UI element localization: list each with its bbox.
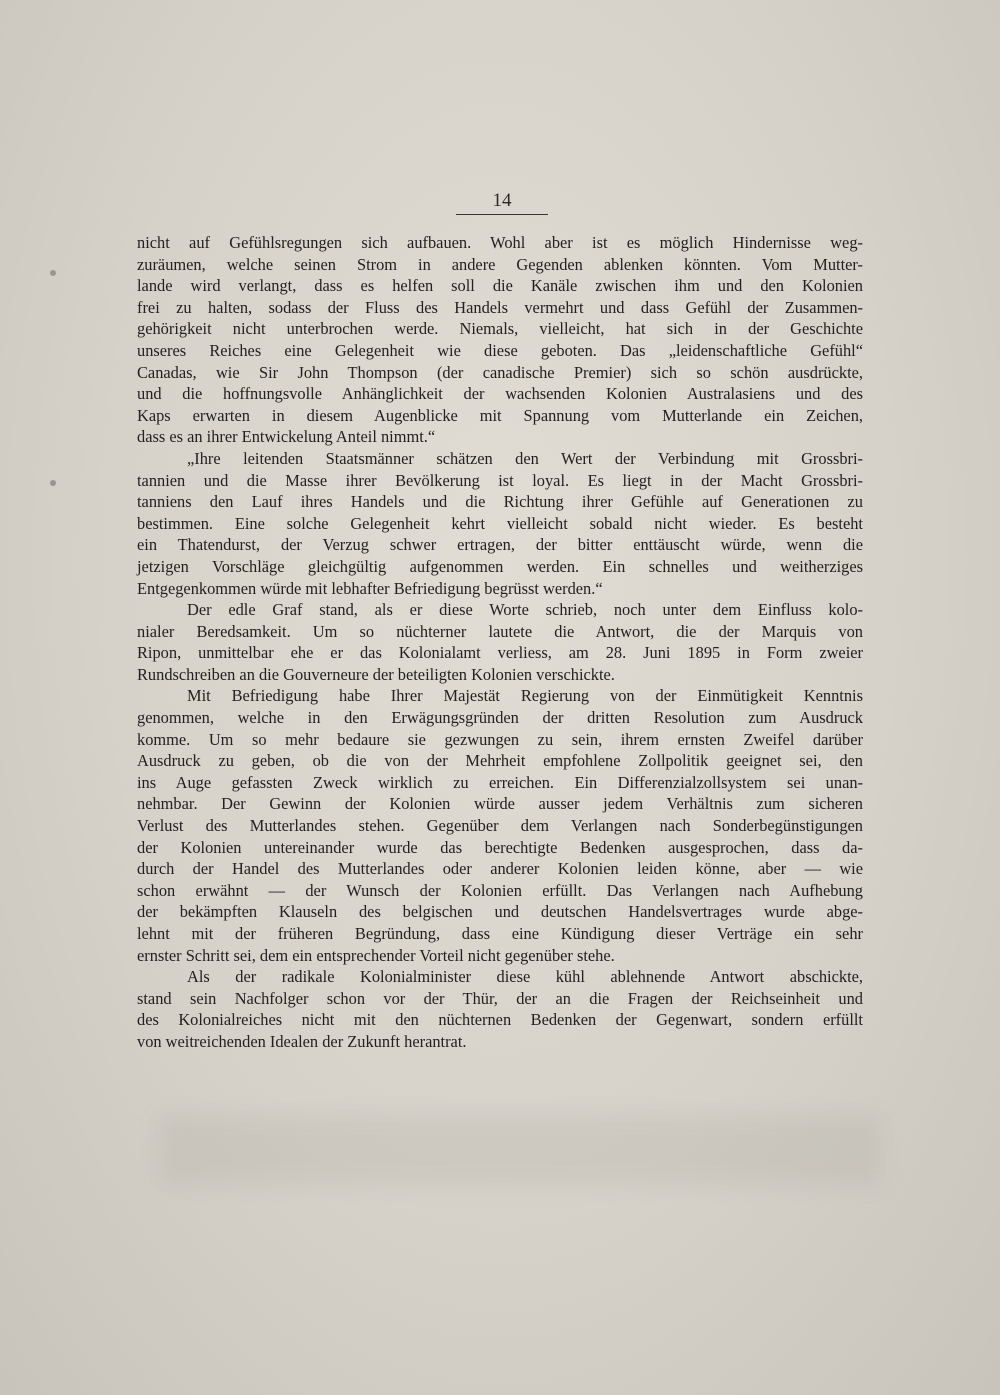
text-line: Mit Befriedigung habe Ihrer Majestät Regierung von der Einmütigkeit Kenntnis <box>187 686 863 706</box>
bleed-through-stain <box>160 1115 880 1185</box>
text-line: Canadas, wie Sir John Thompson (der canadische Premier) sich so schön ausdrückte, <box>137 362 863 382</box>
text-line: durch der Handel des Mutterlandes oder anderer Kolonien leiden könne, aber — wie <box>137 859 863 879</box>
text-line: frei zu halten, sodass der Fluss des Handels vermehrt und dass Gefühl der Zusammen- <box>137 297 863 317</box>
text-line: dass es an ihrer Entwickelung Anteil nimmt.“ <box>137 427 436 447</box>
text-line: nehmbar. Der Gewinn der Kolonien würde ausser jedem Verhältnis zum sicheren <box>137 794 863 814</box>
text-line: Rundschreiben an die Gouverneure der beteiligten Kolonien verschickte. <box>137 664 615 684</box>
text-line: der Kolonien untereinander wurde das berechtigte Bedenken ausgesprochen, dass da- <box>137 837 863 857</box>
text-line: tanniens den Lauf ihres Handels und die Richtung ihrer Gefühle auf Generationen zu <box>137 492 863 512</box>
text-line: tannien und die Masse ihrer Bevölkerung ist loyal. Es liegt in der Macht Grossbri- <box>137 470 863 490</box>
text-line: lande wird verlangt, dass es helfen soll die Kanäle zwischen ihm und den Kolonien <box>137 276 863 296</box>
text-line: Verlust des Mutterlandes stehen. Gegenüber dem Verlangen nach Sonderbegünstigungen <box>137 816 863 836</box>
text-line: nicht auf Gefühlsregungen sich aufbauen. Wohl aber ist es möglich Hindernisse weg- <box>137 233 863 252</box>
text-line: nialer Beredsamkeit. Um so nüchterner lautete die Antwort, die der Marquis von <box>137 621 863 641</box>
text-line: ins Auge gefassten Zweck wirklich zu erreichen. Ein Differenzialzollsystem sei unan- <box>137 772 863 792</box>
text-line: genommen, welche in den Erwägungsgründen der dritten Resolution zum Ausdruck <box>137 708 863 728</box>
text-line: unseres Reiches eine Gelegenheit wie diese geboten. Das „leidenschaftliche Gefühl“ <box>137 340 863 360</box>
text-line: der bekämpften Klauseln des belgischen und deutschen Handelsvertrages wurde abge- <box>137 902 863 922</box>
text-line: jetzigen Vorschläge gleichgültig aufgenommen werden. Ein schnelles und weitherziges <box>137 556 863 576</box>
page-number: 14 <box>456 190 548 215</box>
edge-speck <box>50 480 56 486</box>
text-line: von weitreichenden Idealen der Zukunft herantrat. <box>137 1031 467 1051</box>
text-line: gehörigkeit nicht unterbrochen werde. Niemals, vielleicht, hat sich in der Geschichte <box>137 319 863 339</box>
text-line: Als der radikale Kolonialminister diese kühl ablehnende Antwort abschickte, <box>187 967 863 987</box>
text-line: „Ihre leitenden Staatsmänner schätzen den Wert der Verbindung mit Grossbri- <box>187 448 863 468</box>
text-line: des Kolonialreiches nicht mit den nüchternen Bedenken der Gegenwart, sondern erfüllt <box>137 1010 863 1030</box>
body-text <box>137 232 863 1053</box>
edge-speck <box>50 270 56 276</box>
text-line: komme. Um so mehr bedaure sie gezwungen zu sein, ihrem ernsten Zweifel darüber <box>137 729 863 749</box>
text-line: Ausdruck zu geben, ob die von der Mehrheit empfohlene Zollpolitik geeignet sei, den <box>137 751 863 771</box>
text-line: stand sein Nachfolger schon vor der Thür, der an die Fragen der Reichseinheit und <box>137 988 863 1008</box>
text-line: zuräumen, welche seinen Strom in andere Gegenden ablenken könnten. Vom Mutter- <box>137 254 863 274</box>
text-line: Kaps erwarten in diesem Augenblicke mit Spannung vom Mutterlande ein Zeichen, <box>137 405 863 425</box>
text-line: Der edle Graf stand, als er diese Worte schrieb, noch unter dem Einfluss kolo- <box>187 600 863 620</box>
text-line: bestimmen. Eine solche Gelegenheit kehrt vielleicht sobald nicht wieder. Es besteht <box>137 513 863 533</box>
text-line: Ripon, unmittelbar ehe er das Kolonialamt verliess, am 28. Juni 1895 in Form zweier <box>137 643 863 663</box>
text-line: schon erwähnt — der Wunsch der Kolonien erfüllt. Das Verlangen nach Aufhebung <box>137 880 863 900</box>
text-line: ein Thatendurst, der Verzug schwer ertragen, der bitter enttäuscht würde, wenn die <box>137 535 863 555</box>
text-line: ernster Schritt sei, dem ein entsprechender Vorteil nicht gegenüber stehe. <box>137 945 615 965</box>
text-line: Entgegenkommen würde mit lebhafter Befriedigung begrüsst werden.“ <box>137 578 603 598</box>
text-line: und die hoffnungsvolle Anhänglichkeit der wachsenden Kolonien Australasiens und des <box>137 384 863 404</box>
text-line: lehnt mit der früheren Begründung, dass eine Kündigung dieser Verträge ein sehr <box>137 924 863 943</box>
